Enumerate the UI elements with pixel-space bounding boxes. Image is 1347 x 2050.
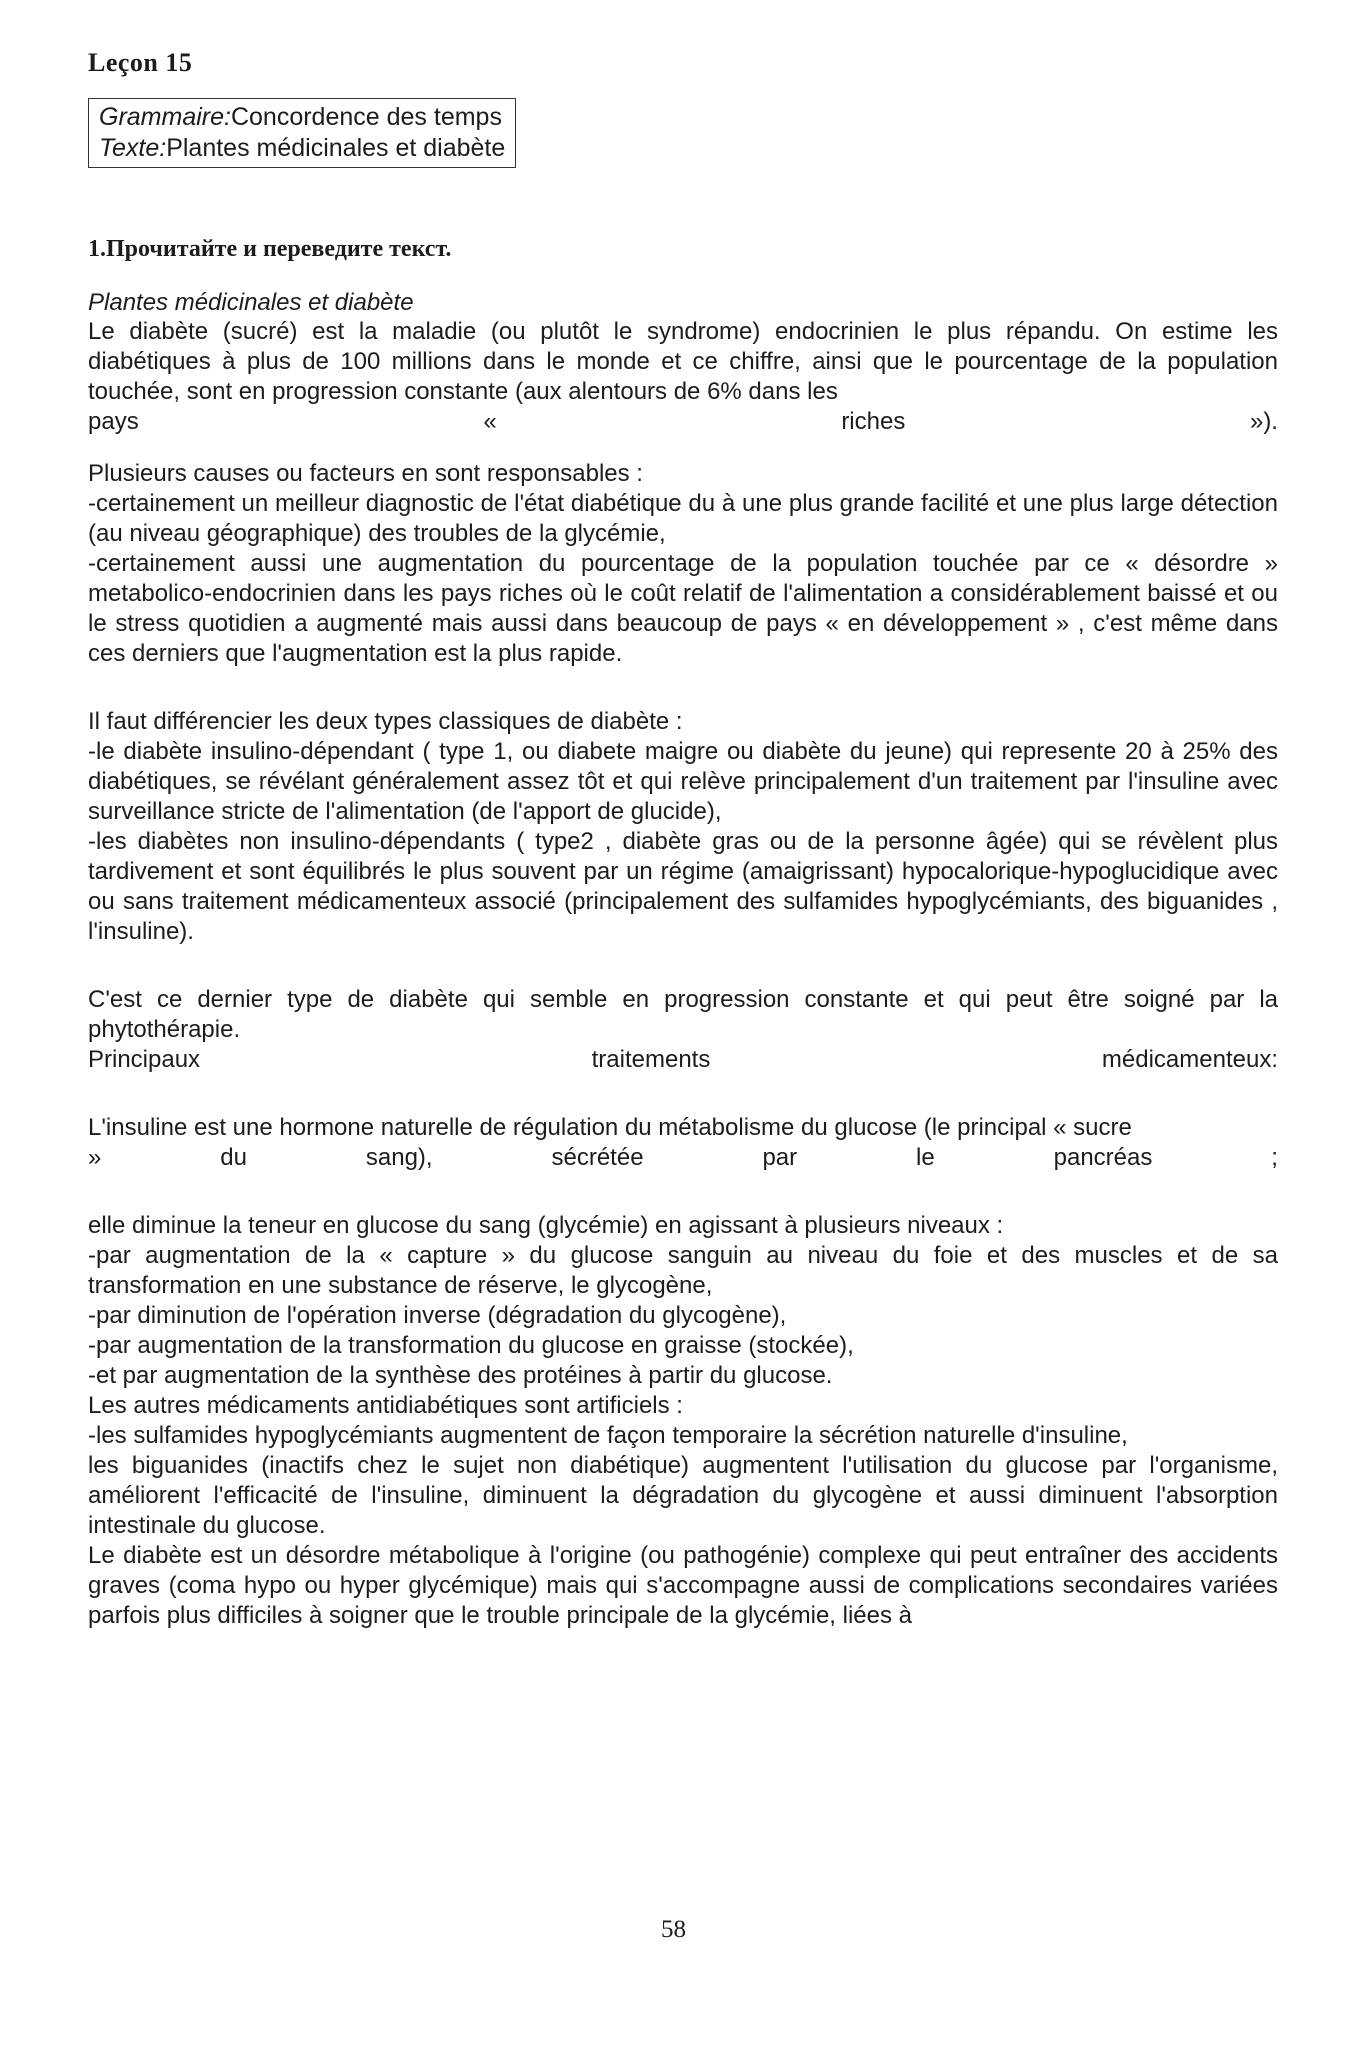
word: médicamenteux: (1101, 1046, 1278, 1073)
lesson-info-box (88, 98, 516, 168)
paragraph-glycemia-d: -et par augmentation de la synthèse des protéines à partir du glucose. (88, 1362, 833, 1389)
word: le (916, 1144, 935, 1171)
paragraph-insulin: L'insuline est une hormone naturelle de régulation du métabolisme du glucose (le principal « sucre (88, 1114, 1132, 1141)
paragraph-glycemia-c: -par augmentation de la transformation du glucose en graisse (stockée), (88, 1332, 854, 1359)
page-content (88, 48, 1278, 1631)
paragraph-intro: Le diabète (sucré) est la maladie (ou plutôt le syndrome) endocrinien le plus répandu. On estime les diabétiques à plus de 100 millions dans le monde et ce chiffre, ainsi que le pourcentage de la population touchée, sont en progression constante (aux alentours de 6% dans les (88, 318, 1278, 405)
paragraph-glycemia: elle diminue la teneur en glucose du sang (glycémie) en agissant à plusieurs niveaux : (88, 1212, 1004, 1239)
grammar-row (99, 102, 505, 133)
paragraph-causes: Plusieurs causes ou facteurs en sont responsables : (88, 460, 643, 487)
text-label: Texte: (99, 134, 167, 162)
article-body (88, 317, 1278, 1631)
word: par (762, 1144, 798, 1171)
word: sécrétée (551, 1144, 644, 1171)
paragraph-glycemia-a: -par augmentation de la « capture » du glucose sanguin au niveau du foie et des muscles et de sa transformation en une substance de réserve, le glycogène, (88, 1242, 1278, 1299)
word: » (88, 1144, 102, 1171)
word: traitements (591, 1046, 711, 1073)
word: « (483, 408, 497, 435)
word: riches (841, 408, 906, 435)
paragraph-complications: Le diabète est un désordre métabolique à l'origine (ou pathogénie) complexe qui peut entraîner des accidents graves (coma hypo ou hyper glycémique) mais qui s'accompagne aussi de complications secondaires variées parfois plus difficiles à soigner que le trouble principale de la glycémie, liées à (88, 1542, 1278, 1629)
paragraph-types-a: -le diabète insulino-dépendant ( type 1, ou diabete maigre ou diabète du jeune) qui represente 20 à 25% des diabétiques, se révélant généralement assez tôt et qui relève principalement d'un traitement par l'insuline avec surveillance stricte de l'alimentation (de l'apport de glucide), (88, 738, 1278, 825)
word: pancréas (1053, 1144, 1153, 1171)
paragraph-other-drugs: Les autres médicaments antidiabétiques sont artificiels : (88, 1392, 683, 1419)
lesson-header: Leçon 15 (88, 48, 193, 77)
paragraph-other-drugs-a: -les sulfamides hypoglycémiants augmentent de façon temporaire la sécrétion naturelle d'insuline, (88, 1422, 1128, 1449)
exercise-instruction: 1.Прочитайте и переведите текст. (88, 236, 452, 262)
paragraph-glycemia-b: -par diminution de l'opération inverse (dégradation du glycogène), (88, 1302, 787, 1329)
paragraph-insulin-last-line (88, 1143, 1278, 1173)
grammar-label: Grammaire: (99, 103, 231, 131)
word: »). (1249, 408, 1278, 435)
paragraph-phytotherapy: C'est ce dernier type de diabète qui semble en progression constante et qui peut être soigné par la phytothérapie. (88, 986, 1278, 1043)
word: du (220, 1144, 247, 1171)
article-title: Plantes médicinales et diabète (88, 289, 414, 316)
grammar-value: Concordence des temps (230, 103, 502, 131)
paragraph-types: Il faut différencier les deux types classiques de diabète : (88, 708, 683, 735)
paragraph-causes-a: -certainement un meilleur diagnostic de l'état diabétique du à une plus grande facilité et une plus large détection (au niveau géographique) des troubles de la glycémie, (88, 490, 1278, 547)
text-row (99, 133, 505, 164)
page-number: 58 (661, 1916, 686, 1943)
word: Principaux (88, 1046, 201, 1073)
word: sang), (365, 1144, 433, 1171)
paragraph-types-b: -les diabètes non insulino-dépendants ( type2 , diabète gras ou de la personne âgée) qui se révèlent plus tardivement et sont équilibrés le plus souvent par un régime (amaigrissant) hypocalorique-hypoglucidique avec ou sans traitement médicamenteux associé (principalement des sulfamides hypoglycémiants, des biguanides , l'insuline). (88, 828, 1278, 945)
word: ; (1271, 1144, 1278, 1171)
word: pays (88, 408, 139, 435)
paragraph-other-drugs-b: les biguanides (inactifs chez le sujet non diabétique) augmentent l'utilisation du glucose par l'organisme, améliorent l'efficacité de l'insuline, diminuent la dégradation du glycogène et aussi diminuent l'absorption intestinale du glucose. (88, 1452, 1278, 1539)
paragraph-phytotherapy-last-line (88, 1045, 1278, 1075)
paragraph-intro-last-line (88, 407, 1278, 437)
text-value: Plantes médicinales et diabète (166, 134, 506, 162)
paragraph-causes-b: -certainement aussi une augmentation du pourcentage de la population touchée par ce « désordre » metabolico-endocrinien dans les pays riches où le coût relatif de l'alimentation a considérablement baissé et ou le stress quotidien a augmenté mais aussi dans beaucoup de pays « en développement » , c'est même dans ces derniers que l'augmentation est la plus rapide. (88, 550, 1278, 667)
